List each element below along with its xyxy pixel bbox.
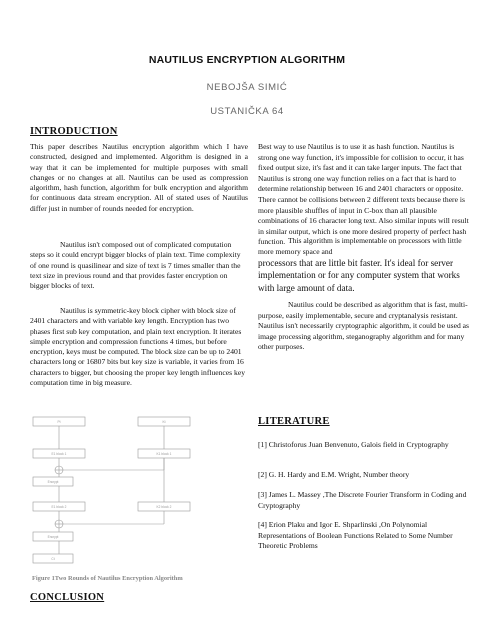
reference-item: [3] James L. Massey ,The Discrete Fourier Transform in Coding and Cryptography	[258, 490, 467, 510]
figure-label: K1 block 1	[156, 452, 172, 457]
encryption-rounds-diagram	[30, 414, 230, 574]
right-paragraph-3-text: Nautilus could be described as algorithm that is fast, multi-purpose, easily implementable, secure and cryptanalysis resistant. Nautilus isn't necessarily cryptographic algorithm, it could be used as image processing algorithm, steganography algorithm and for many other purposes.	[258, 300, 469, 352]
figure-label: Encrypt	[47, 535, 59, 540]
figure-label: E1 block 2	[51, 505, 67, 510]
right-paragraph-3	[258, 300, 470, 353]
figure-label: E1 block 1	[51, 452, 67, 457]
right-paragraph-2	[258, 236, 470, 294]
author-affiliation: USTANIČKA 64	[210, 106, 284, 117]
literature-heading: LITERATURE	[258, 416, 330, 427]
intro-paragraph-2: Nautilus isn't composed out of complicated computation steps so it could encrypt bigger blocks of plain text. Time complexity of one round is quasilinear and size of text is 7 times smaller than the text size in previous round and that provides faster encryption on bigger blocks of text.	[30, 240, 241, 291]
reference-item: [2] G. H. Hardy and E.M. Wright, Number theory	[258, 470, 410, 479]
paper-title: NAUTILUS ENCRYPTION ALGORITHM	[148, 54, 346, 66]
figure-label: K2 block 2	[156, 505, 172, 510]
right-paragraph-2-large: processors that are little bit faster. It's ideal for server implementation or for any computer system that works with large amount of data.	[258, 258, 460, 293]
figure-label: Ct	[51, 557, 55, 562]
figure-label: Pt	[57, 420, 61, 425]
right-paragraph-2-lead: This algorithm is implementable on processors with little more memory space and	[258, 236, 462, 256]
figure-diagram	[30, 414, 230, 574]
intro-paragraph-3: Nautilus is symmetric-key block cipher with block size of 2401 characters and with variable key length. Encryption has two phases first sub key computation, and plain text encryption. It iterates simple encryption and compression functions 4 times, but before encryption, keys must be computed. The block size can be up to 2401 characters long or 16807 bits but key size is variable, it varies from 16 characters to bigger, but choosing the proper key length influences key computation time in big measure.	[30, 306, 245, 388]
introduction-heading: INTRODUCTION	[30, 126, 118, 137]
figure-caption: Figure 1Two Rounds of Nautilus Encryption Algorithm	[32, 575, 183, 582]
conclusion-heading: CONCLUSION	[30, 592, 105, 603]
right-paragraph-1: Best way to use Nautilus is to use it as hash function. Nautilus is strong one way function, it's impossible for collision to occur, it has fixed output size, it's fast and it can take larger inputs. The fact that Nautilus is strong one way function relies on a fact that is hard to determine relationship between 16 and 2401 characters or opposite. There cannot be collisions between 2 different texts because there is more plausible shuffles of input in C-box than all plausible combinations of 16 character long text. Also similar inputs will result in similar output, which is one more desired property of perfect hash function.	[258, 142, 469, 247]
reference-item: [4] Erion Plaku and Igor E. Shparlinski ,On Polynomial Representations of Boolean Functions Related to Some Number Theoretic Problems	[258, 520, 453, 551]
reference-item: [1] Christoforus Juan Benvenuto, Galois field in Cryptography	[258, 440, 449, 449]
author-name: NEBOJŠA SIMIĆ	[206, 82, 288, 93]
intro-paragraph-1: This paper describes Nautilus encryption algorithm which I have constructed, designed and implemented. Algorithm is designed in a way that it can be implemented for multiple purposes with small changes or no changes at all. Nautilus can be used as compression algorithm, hash function, algorithm for bulk encryption and algorithm for continuous data stream encryption. All of stated uses of Nautilus differ just in number of rounds needed for encryption.	[30, 142, 248, 213]
figure-label: Kt	[162, 420, 166, 425]
figure-label: Encrypt	[47, 480, 59, 485]
